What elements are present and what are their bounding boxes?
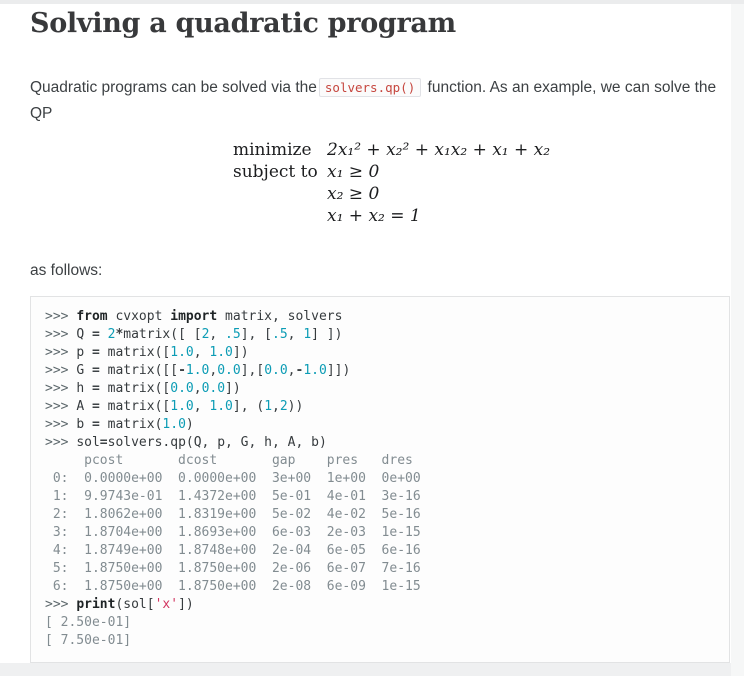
math-row-label: minimize	[233, 140, 312, 160]
code-line	[45, 524, 715, 542]
math-row	[233, 161, 550, 183]
code-token-o: -	[178, 363, 186, 378]
code-token-n: ))	[287, 399, 304, 414]
code-token-m: 0.0	[170, 381, 194, 396]
code-token-n: ,	[209, 363, 218, 378]
code-token-n: ], [	[240, 327, 273, 342]
code-token-go: 5: 1.8750e+00 1.8750e+00 2e-06 6e-07 7e-16	[45, 561, 421, 576]
code-line	[45, 470, 715, 488]
code-token-m: 1.0	[170, 345, 194, 360]
code-token-m: 2	[279, 399, 288, 414]
code-token-n: ], (	[232, 399, 265, 414]
code-token-n: )	[185, 417, 194, 432]
code-token-m: .5	[225, 327, 241, 342]
code-token-m: 0.0	[264, 363, 288, 378]
code-token-o: =	[91, 381, 100, 396]
code-token-gp: >>>	[45, 309, 77, 324]
code-token-n: ]])	[326, 363, 351, 378]
code-token-go: 6: 1.8750e+00 1.8750e+00 2e-08 6e-09 1e-15	[45, 579, 421, 594]
code-line	[45, 344, 715, 362]
code-token-n: p	[76, 345, 92, 360]
code-token-gp: >>>	[45, 345, 77, 360]
code-token-n	[100, 327, 108, 342]
math-row-label: subject to	[233, 162, 318, 182]
page-title: Solving a quadratic program	[30, 8, 456, 39]
code-token-n: G	[76, 363, 92, 378]
code-line	[45, 308, 715, 326]
page-top-gutter	[0, 0, 744, 4]
code-token-m: 0.0	[217, 363, 241, 378]
code-token-n: ,	[287, 327, 304, 342]
code-token-m: 0.0	[201, 381, 226, 396]
code-token-go: 2: 1.8062e+00 1.8319e+00 5e-02 4e-02 5e-16	[45, 507, 421, 522]
code-line	[45, 398, 715, 416]
code-token-n: matrix, solvers	[217, 309, 343, 324]
code-token-n: ,	[193, 381, 202, 396]
intro-text-after: function. As an example, we can solve the	[423, 78, 717, 96]
code-token-go: 3: 1.8704e+00 1.8693e+00 6e-03 2e-03 1e-15	[45, 525, 421, 540]
code-token-n: b	[76, 417, 92, 432]
code-token-n: matrix([	[99, 399, 171, 414]
code-token-m: 1.0	[209, 399, 233, 414]
page-bottom-gutter	[0, 663, 731, 676]
code-token-n: ,	[193, 399, 210, 414]
code-token-go: [ 2.50e-01]	[45, 615, 132, 630]
code-token-n: ,	[287, 363, 296, 378]
code-token-gp: >>>	[45, 327, 77, 342]
code-token-n: ] ])	[311, 327, 343, 342]
code-token-gp: >>>	[45, 363, 77, 378]
math-row-expression: x₁ ≥ 0	[327, 162, 380, 182]
code-token-n: matrix([	[99, 381, 171, 396]
code-line	[45, 380, 715, 398]
code-token-k: from	[76, 309, 108, 324]
code-token-k: import	[170, 309, 218, 324]
intro-text-before: Quadratic programs can be solved via the	[30, 78, 317, 96]
math-display	[233, 139, 550, 227]
as-follows-text: as follows:	[30, 261, 103, 279]
code-token-s: 'x'	[154, 597, 179, 612]
code-line	[45, 560, 715, 578]
code-token-gp: >>>	[45, 417, 77, 432]
code-token-go: 1: 9.9743e-01 1.4372e+00 5e-01 4e-01 3e-16	[45, 489, 421, 504]
code-line	[45, 416, 715, 434]
code-token-m: 1	[264, 399, 273, 414]
code-token-n: matrix([[	[99, 363, 179, 378]
code-line	[45, 578, 715, 596]
code-token-n: ])	[232, 345, 249, 360]
math-row-expression: 2x₁² + x₂² + x₁x₂ + x₁ + x₂	[327, 140, 551, 160]
math-row-expression: x₁ + x₂ = 1	[327, 206, 421, 226]
code-token-n: ,	[272, 399, 280, 414]
code-token-n: Q	[76, 327, 92, 342]
code-token-n: solvers.qp(Q, p, G, h, A, b)	[107, 435, 327, 450]
code-token-go: [ 7.50e-01]	[45, 633, 132, 648]
code-token-m: 2	[201, 327, 210, 342]
code-token-m: 1	[303, 327, 312, 342]
code-token-gp: >>>	[45, 597, 77, 612]
code-token-o: =	[99, 435, 108, 450]
math-row	[233, 139, 550, 161]
code-token-o: =	[91, 399, 100, 414]
code-line	[45, 614, 715, 632]
code-line	[45, 488, 715, 506]
code-token-n: ,	[209, 327, 226, 342]
code-token-go: 0: 0.0000e+00 0.0000e+00 3e+00 1e+00 0e+00	[45, 471, 421, 486]
code-token-m: 1.0	[162, 417, 186, 432]
math-row-label	[233, 205, 327, 227]
code-block	[30, 296, 730, 663]
code-token-gp: >>>	[45, 435, 77, 450]
code-token-gp: >>>	[45, 399, 77, 414]
code-token-m: 2	[107, 327, 116, 342]
math-row-label	[233, 183, 327, 205]
code-line	[45, 434, 715, 452]
code-token-gp: >>>	[45, 381, 77, 396]
code-token-n: ])	[225, 381, 241, 396]
code-token-n: ],[	[240, 363, 265, 378]
code-token-n: cvxopt	[107, 309, 171, 324]
code-token-o: =	[91, 345, 100, 360]
code-line	[45, 452, 715, 470]
code-token-n: h	[76, 381, 92, 396]
code-token-m: 1.0	[303, 363, 327, 378]
code-token-o: =	[91, 363, 100, 378]
math-row	[233, 183, 550, 205]
code-line	[45, 542, 715, 560]
code-token-m: 1.0	[170, 399, 194, 414]
code-line	[45, 596, 715, 614]
code-token-n: (sol[	[115, 597, 155, 612]
code-token-m: 1.0	[185, 363, 210, 378]
code-token-o: -	[295, 363, 304, 378]
code-token-n: sol	[76, 435, 100, 450]
code-line	[45, 632, 715, 650]
code-token-n: ])	[178, 597, 194, 612]
intro-text-line2: QP	[30, 104, 53, 122]
code-token-n: matrix([	[99, 345, 171, 360]
code-line	[45, 362, 715, 380]
inline-code-solvers-qp-link[interactable]: solvers.qp()	[319, 78, 421, 97]
math-row	[233, 205, 550, 227]
code-token-n: matrix([ [	[123, 327, 202, 342]
code-token-n: matrix(	[99, 417, 163, 432]
code-token-o: =	[91, 417, 100, 432]
code-line	[45, 326, 715, 344]
code-token-go: 4: 1.8749e+00 1.8748e+00 2e-04 6e-05 6e-16	[45, 543, 421, 558]
code-line	[45, 506, 715, 524]
code-token-o: *	[115, 327, 124, 342]
math-row-expression: x₂ ≥ 0	[327, 184, 380, 204]
code-token-n: ,	[193, 345, 210, 360]
code-lines	[45, 308, 715, 650]
code-token-m: .5	[272, 327, 288, 342]
code-token-n: A	[76, 399, 92, 414]
code-token-k: print	[76, 597, 116, 612]
code-token-m: 1.0	[209, 345, 233, 360]
code-token-go: pcost dcost gap pres dres	[45, 453, 413, 468]
code-token-o: =	[91, 327, 100, 342]
intro-paragraph	[30, 75, 720, 127]
page-right-gutter	[731, 4, 744, 676]
